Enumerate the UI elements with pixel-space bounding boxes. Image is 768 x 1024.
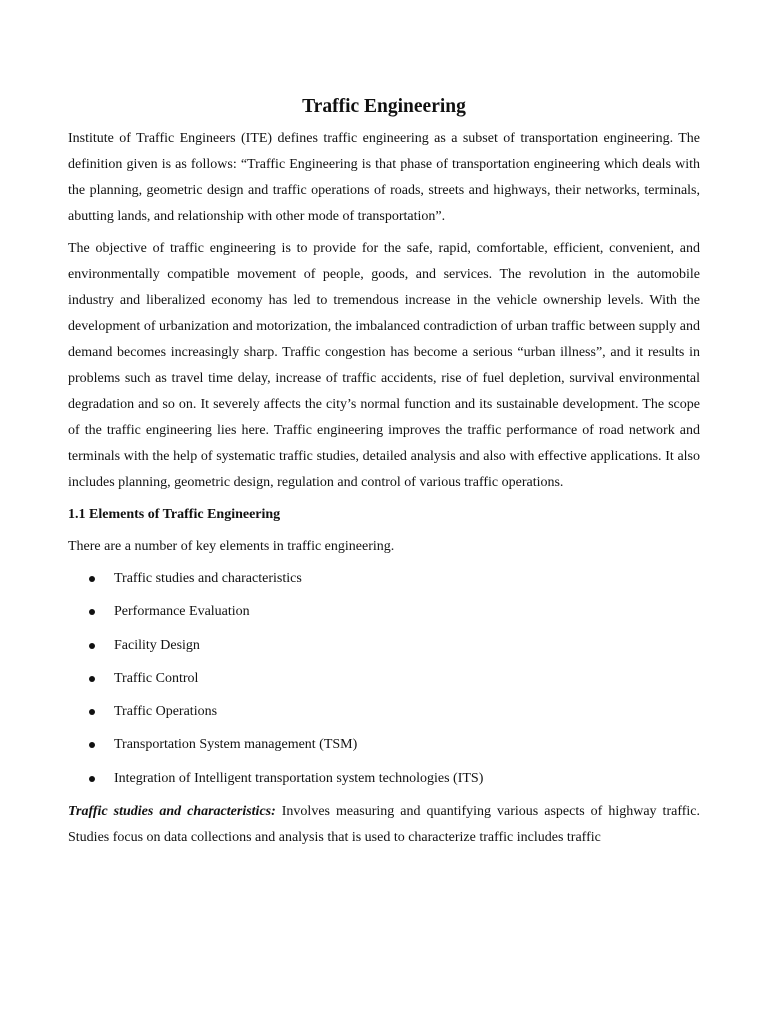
list-item bbox=[68, 766, 700, 792]
list-item bbox=[68, 633, 700, 659]
paragraph-objective: The objective of traffic engineering is to provide for the safe, rapid, comfortable, efficient, convenient, and environmentally compatible movement of people, goods, and services. The revolution in the automobile industry and liberalized economy has led to tremendous increase in the vehicle ownership levels. With the development of urbanization and motorization, the imbalanced contradiction of urban traffic between supply and demand becomes increasingly sharp. Traffic congestion has become a serious “urban illness”, and it results in problems such as travel time delay, increase of traffic accidents, rise of fuel depletion, survival environmental degradation and so on. It severely affects the city’s normal function and its sustainable development. The scope of the traffic engineering lies here. Traffic engineering improves the traffic performance of road network and terminals with the help of systematic traffic studies, detailed analysis and also with effective applications. It also includes planning, geometric design, regulation and control of various traffic operations. bbox=[68, 241, 700, 490]
list-item bbox=[68, 666, 700, 692]
paragraph-ite-definition: Institute of Traffic Engineers (ITE) defines traffic engineering as a subset of transportation engineering. The definition given is as follows: “Traffic Engineering is that phase of transportation engineering which deals with the planning, geometric design and traffic operations of roads, streets and highways, their networks, terminals, abutting lands, and relationship with other mode of transportation”. bbox=[68, 131, 700, 224]
section-heading: 1.1 Elements of Traffic Engineering bbox=[68, 507, 281, 522]
paragraph-lead-term: Traffic studies and characteristics: bbox=[68, 804, 276, 820]
bullet-icon bbox=[89, 576, 95, 582]
elements-list bbox=[68, 566, 700, 792]
list-item-label: Integration of Intelligent transportation system technologies (ITS) bbox=[114, 770, 484, 786]
bullet-icon bbox=[89, 643, 95, 649]
list-item bbox=[68, 566, 700, 592]
document-title: Traffic Engineering bbox=[302, 96, 466, 117]
bullet-icon bbox=[89, 776, 95, 782]
paragraph-body: Involves measuring and quantifying various aspects of highway traffic. Studies focus on data collections and analysis that is used to characterize traffic includes traffic bbox=[68, 804, 700, 846]
list-item-label: Traffic Control bbox=[114, 670, 199, 686]
list-item-label: Facility Design bbox=[114, 637, 200, 653]
list-item-label: Traffic studies and characteristics bbox=[114, 571, 302, 586]
list-item-label: Performance Evaluation bbox=[114, 604, 250, 620]
paragraph-traffic-studies bbox=[68, 799, 700, 851]
bullet-icon bbox=[89, 676, 95, 682]
list-item-label: Traffic Operations bbox=[114, 704, 218, 720]
list-item bbox=[68, 599, 700, 625]
bullet-icon bbox=[89, 609, 95, 615]
bullet-icon bbox=[89, 709, 95, 715]
list-item-label: Transportation System management (TSM) bbox=[114, 737, 358, 753]
bullet-icon bbox=[89, 742, 95, 748]
elements-intro: There are a number of key elements in traffic engineering. bbox=[68, 539, 395, 554]
list-item bbox=[68, 732, 700, 758]
list-item bbox=[68, 699, 700, 725]
